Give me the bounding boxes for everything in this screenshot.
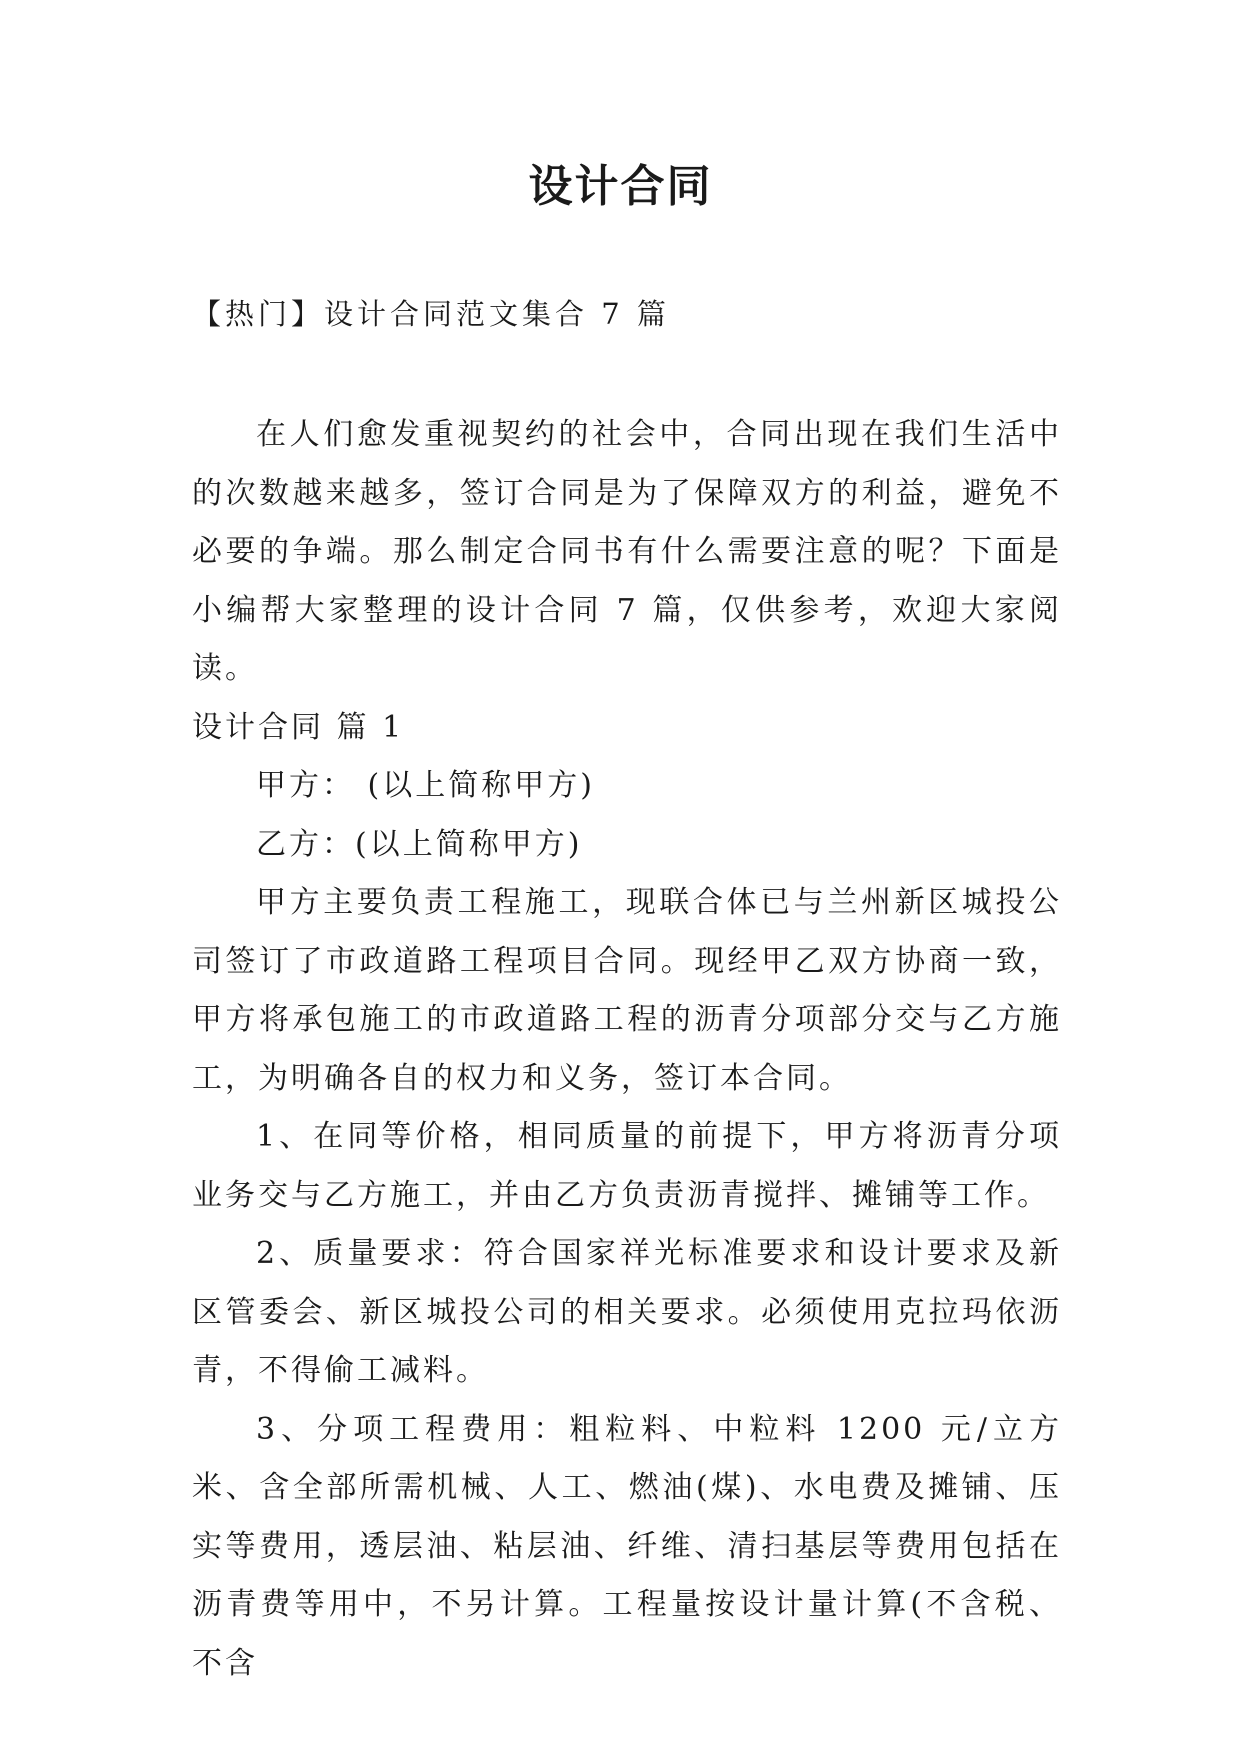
document-body: [192, 406, 1062, 1693]
intro-paragraph: 在人们愈发重视契约的社会中，合同出现在我们生活中的次数越来越多，签订合同是为了保障双方的利益，避免不必要的争端。那么制定合同书有什么需要注意的呢？下面是小编帮大家整理的设计合同 7 篇，仅供参考，欢迎大家阅读。: [192, 417, 1062, 686]
document-subtitle: 【热门】设计合同范文集合 7 篇: [192, 297, 670, 331]
party-a-line: 甲方： (以上简称甲方): [256, 768, 595, 803]
section-heading: 设计合同 篇 1: [192, 709, 405, 745]
party-b-line: 乙方：(以上简称甲方): [256, 826, 583, 862]
clause-3: 3、分项工程费用：粗粒料、中粒料 1200 元/立方米、含全部所需机械、人工、燃油(煤)、水电费及摊铺、压实等费用，透层油、粘层油、纤维、清扫基层等费用包括在沥青费等用中，不另计算。工程量按设计量计算(不含税、不含: [192, 1411, 1062, 1681]
document-title: 设计合同: [528, 161, 713, 212]
clause-1: 1、在同等价格，相同质量的前提下，甲方将沥青分项业务交与乙方施工，并由乙方负责沥青搅拌、摊铺等工作。: [192, 1119, 1062, 1213]
background-paragraph: 甲方主要负责工程施工，现联合体已与兰州新区城投公司签订了市政道路工程项目合同。现经甲乙双方协商一致，甲方将承包施工的市政道路工程的沥青分项部分交与乙方施工，为明确各自的权力和义务，签订本合同。: [192, 885, 1062, 1096]
clause-2: 2、质量要求：符合国家祥光标准要求和设计要求及新区管委会、新区城投公司的相关要求。必须使用克拉玛依沥青，不得偷工减料。: [192, 1236, 1062, 1388]
